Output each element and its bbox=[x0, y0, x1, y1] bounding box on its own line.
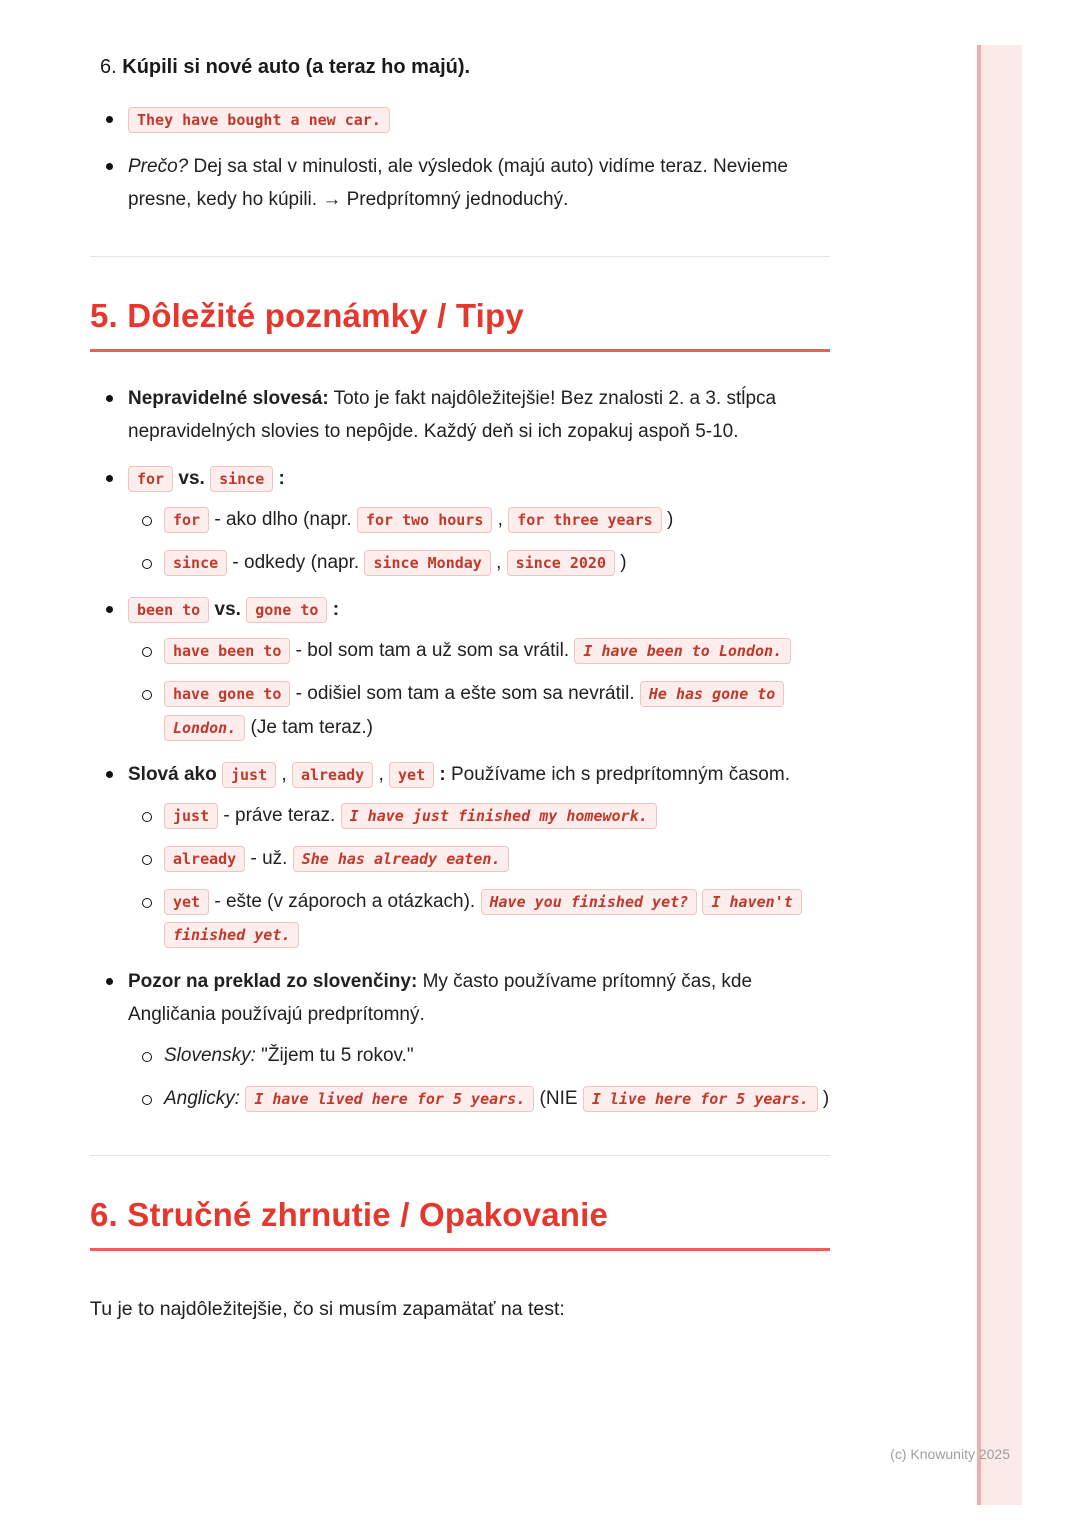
code-since: since bbox=[210, 466, 273, 492]
page-edge-decoration bbox=[977, 45, 1022, 1505]
language-label: Slovensky: bbox=[164, 1044, 256, 1066]
sub-item-yet bbox=[140, 885, 830, 951]
sub-item-anglicky bbox=[140, 1082, 830, 1115]
list-item-irregular-verbs bbox=[104, 382, 830, 448]
close-paren: ) bbox=[661, 509, 674, 531]
code-just: just bbox=[164, 803, 218, 829]
list-item-words-just-already-yet bbox=[104, 758, 830, 951]
code-example: They have bought a new car. bbox=[128, 107, 390, 133]
why-label: Prečo? bbox=[128, 156, 189, 178]
code-since: since bbox=[164, 550, 227, 576]
code-sentence-example: I have lived here for 5 years. bbox=[245, 1086, 534, 1112]
summary-intro-paragraph: Tu je to najdôležitejšie, čo si musím zapamätať na test: bbox=[90, 1297, 565, 1320]
code-have-gone-to: have gone to bbox=[164, 681, 290, 707]
sub-item-slovensky bbox=[140, 1039, 830, 1072]
why-text: Dej sa stal v minulosti, ale výsledok (majú auto) vidíme teraz. Nevieme presne, kedy ho kúpili. → Predprítomný jednoduchý. bbox=[128, 156, 788, 211]
sub-item-for bbox=[140, 503, 830, 536]
section-divider bbox=[90, 1155, 830, 1156]
sub-text: - ešte (v záporoch a otázkach). bbox=[209, 890, 481, 912]
edge-band bbox=[981, 45, 1022, 1505]
code-since-2020: since 2020 bbox=[507, 550, 615, 576]
sub-text: - odkedy (napr. bbox=[227, 552, 365, 574]
sub-item-have-been-to bbox=[140, 634, 830, 667]
section-divider bbox=[90, 256, 830, 257]
code-just: just bbox=[222, 762, 276, 788]
code-sentence-example: Have you finished yet? bbox=[481, 889, 698, 915]
tips-bullet-list bbox=[104, 382, 830, 1115]
sub-text: - odišiel som tam a ešte som sa nevrátil. bbox=[290, 683, 640, 705]
separator: , bbox=[373, 763, 390, 785]
code-sentence-example: I haven't finished yet. bbox=[164, 889, 802, 948]
code-been-to: been to bbox=[128, 597, 209, 623]
code-for: for bbox=[164, 507, 209, 533]
separator: , bbox=[490, 552, 507, 574]
colon-label: : bbox=[273, 468, 285, 490]
sub-list bbox=[140, 503, 830, 579]
colon-label: : bbox=[434, 763, 446, 785]
code-gone-to: gone to bbox=[246, 597, 327, 623]
item-bold-label: Slová ako bbox=[128, 763, 217, 785]
code-already: already bbox=[292, 762, 373, 788]
list-item-been-vs-gone bbox=[104, 593, 830, 743]
code-yet: yet bbox=[164, 889, 209, 915]
code-already: already bbox=[164, 846, 245, 872]
sub-text: - ako dlho (napr. bbox=[209, 509, 357, 531]
sub-item-just bbox=[140, 799, 830, 832]
item-text: Používame ich s predprítomným časom. bbox=[445, 763, 790, 785]
section-5-heading: 5. Dôležité poznámky / Tipy bbox=[90, 297, 830, 352]
sub-list bbox=[140, 634, 830, 743]
code-sentence-example: She has already eaten. bbox=[293, 846, 510, 872]
sub-text-after: (Je tam teraz.) bbox=[245, 716, 373, 738]
code-for-three-years: for three years bbox=[508, 507, 661, 533]
code-sentence-example: I have been to London. bbox=[574, 638, 791, 664]
sub-text: - bol som tam a už som sa vrátil. bbox=[290, 640, 575, 662]
sub-text: - už. bbox=[245, 847, 293, 869]
close-paren: ) bbox=[614, 552, 627, 574]
item-title: Kúpili si nové auto (a teraz ho majú). bbox=[122, 56, 471, 78]
code-yet: yet bbox=[389, 762, 434, 788]
code-sentence-example: He has gone to London. bbox=[164, 681, 784, 740]
code-sentence-example: I live here for 5 years. bbox=[583, 1086, 818, 1112]
list-item bbox=[104, 150, 830, 216]
sub-item-already bbox=[140, 842, 830, 875]
colon-label: : bbox=[327, 599, 340, 621]
sub-list bbox=[140, 799, 830, 951]
numbered-item-heading bbox=[100, 56, 830, 103]
list-item bbox=[104, 103, 830, 136]
vs-label: vs. bbox=[178, 468, 205, 490]
code-sentence-example: I have just finished my homework. bbox=[341, 803, 657, 829]
language-label: Anglicky: bbox=[164, 1087, 241, 1109]
list-item-for-vs-since bbox=[104, 462, 830, 579]
intro-bullet-list bbox=[104, 103, 830, 216]
section-6-heading: 6. Stručné zhrnutie / Opakovanie bbox=[90, 1196, 830, 1251]
code-for-two-hours: for two hours bbox=[357, 507, 492, 533]
item-bold-label: Nepravidelné slovesá: bbox=[128, 388, 329, 410]
item-number: 6. bbox=[100, 56, 123, 78]
sub-text: - práve teraz. bbox=[218, 804, 341, 826]
item-text: Toto je fakt najdôležitejšie! Bez znalosti 2. a 3. stĺpca nepravidelných slovies to nepôjde. Každý deň si ich zopakuj aspoň 5-10. bbox=[128, 388, 777, 443]
sub-list bbox=[140, 1039, 830, 1115]
code-have-been-to: have been to bbox=[164, 638, 290, 664]
item-text: My často používame prítomný čas, kde Angličania používajú predprítomný. bbox=[128, 970, 753, 1025]
sub-text: "Žijem tu 5 rokov." bbox=[255, 1044, 414, 1066]
list-item-translation-warning bbox=[104, 965, 830, 1115]
vs-label: vs. bbox=[214, 599, 241, 621]
code-for: for bbox=[128, 466, 173, 492]
sub-text: (NIE bbox=[534, 1087, 583, 1109]
close-paren: ) bbox=[817, 1087, 830, 1109]
separator: , bbox=[492, 509, 509, 531]
sub-item-since bbox=[140, 546, 830, 579]
item-bold-label: Pozor na preklad zo slovenčiny: bbox=[128, 970, 418, 992]
code-since-monday: since Monday bbox=[364, 550, 490, 576]
copyright-footer: (c) Knowunity 2025 bbox=[890, 1446, 1010, 1462]
separator: , bbox=[276, 763, 292, 785]
sub-item-have-gone-to bbox=[140, 677, 830, 743]
